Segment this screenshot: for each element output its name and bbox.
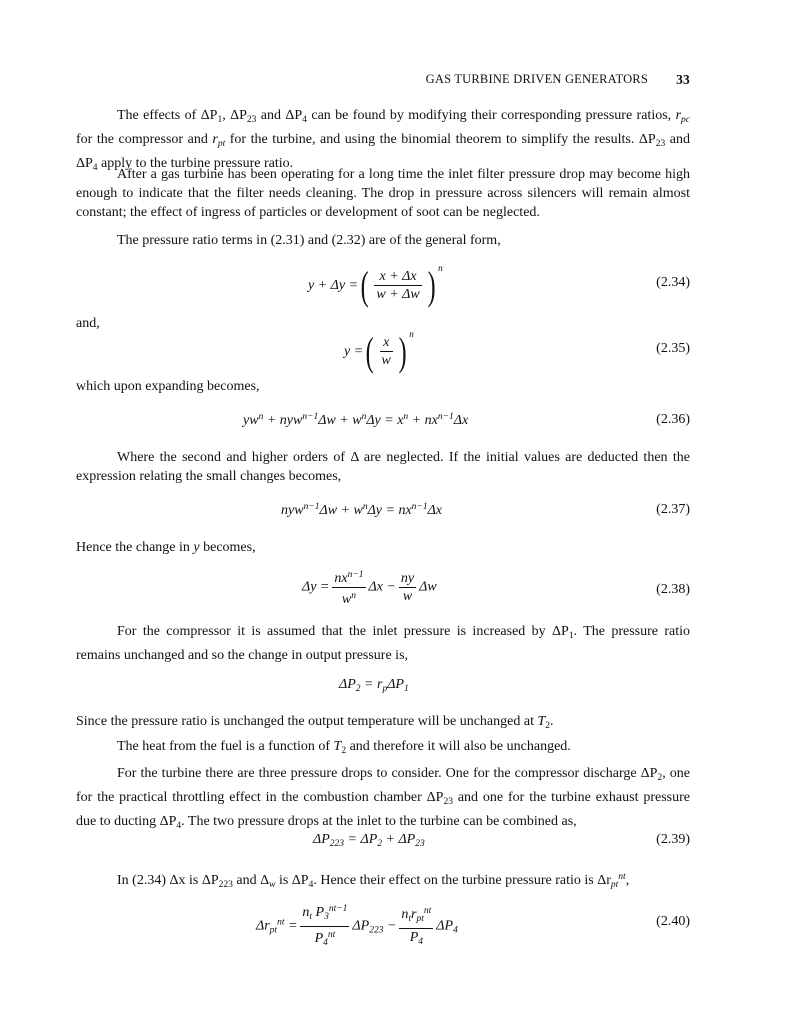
paragraph-temperature: Since the pressure ratio is unchanged the output temperature will be unchanged at $T_2$. [76, 714, 554, 731]
equation-number: (2.37) [656, 502, 690, 517]
equation-body: $\Delta r_{pt}^{nt}$ = $\frac{n_t P_3^{nt-1}}{P_4^{nt}}$ $\Delta P_{223}$ − $\frac{n_tr_{pt}^{nt}}{P_4}$ $\Delta P_4$ [256, 904, 458, 948]
equation-body: y + Δy =( $\frac{x + \Delta x}{w + \Delta w}$ ) $^n$ [308, 262, 443, 308]
paragraph-change-in-y: Hence the change in y becomes, [76, 540, 256, 555]
paragraph-general-form: The pressure ratio terms in (2.31) and (2.32) are of the general form, [117, 233, 501, 248]
equation-body: $nyw^{n-1}\Delta w + w^n\Delta y = nx^{n-1}\Delta x$ [281, 502, 443, 518]
equation-body: $\Delta P_2 = r_p\Delta P_1$ [339, 677, 409, 694]
page-header [76, 72, 690, 90]
paragraph-effects: The effects of $\Delta P_1$, $\Delta P_{23}$ and $\Delta P_4$ can be found by modifying their corresponding pressure ratios, $r_{pc}$ for the compressor and $r_{pt}$ for the turbine, and using the binomial theorem to simplify the results. $\Delta P_{23}$ and $\Delta P_4$ apply to the turbine pressure ratio. [76, 108, 690, 173]
equation-2-36 [76, 412, 690, 434]
text-and: and, [76, 316, 100, 331]
equation-number: (2.38) [656, 582, 690, 597]
paragraph-heat: The heat from the fuel is a function of $T_2$ and therefore it will also be unchanged. [117, 739, 571, 756]
equation-delta-p2 [76, 677, 690, 699]
equation-2-35 [76, 328, 690, 374]
equation-body: $\Delta P_{223} = \Delta P_2 + \Delta P_{23}$ [313, 832, 425, 849]
equation-2-38 [76, 568, 690, 608]
running-title: GAS TURBINE DRIVEN GENERATORS [425, 72, 648, 86]
equation-2-34 [76, 262, 690, 308]
page-number: 33 [676, 72, 690, 87]
equation-2-37 [76, 502, 690, 524]
paragraph-neglected: Where the second and higher orders of Δ are neglected. If the initial values are deducted then the expression relating the small changes becomes, [76, 450, 690, 484]
equation-body: y =( $\frac{x}{w}$ ) $^n$ [344, 328, 414, 374]
paragraph-compressor: For the compressor it is assumed that the inlet pressure is increased by $\Delta P_1$. The pressure ratio remains unchanged and so the change in output pressure is, [76, 624, 690, 663]
equation-number: (2.34) [656, 275, 690, 290]
equation-number: (2.36) [656, 412, 690, 427]
equation-2-39 [76, 832, 690, 854]
equation-body: $yw^n + nyw^{n-1}\Delta w + w^n\Delta y = x^n + nx^{n-1}\Delta x$ [243, 412, 469, 428]
equation-number: (2.35) [656, 341, 690, 356]
paragraph-turbine: For the turbine there are three pressure drops to consider. One for the compressor discharge $\Delta P_2$, one for the practical throttling effect in the combustion chamber $\Delta P_{23}$ and one for the turbine exhaust pressure due to ducting $\Delta P_4$. The two pressure drops at the inlet to the turbine can be combined as, [76, 766, 690, 831]
equation-number: (2.39) [656, 832, 690, 847]
paragraph-pressure-ratio-effect: In (2.34) Δx is $\Delta P_{223}$ and $\Delta_w$ is $\Delta P_4$. Hence their effect on the turbine pressure ratio is $\Delta r_{pt}^{nt}$, [117, 872, 630, 890]
text-expanding: which upon expanding becomes, [76, 379, 260, 394]
equation-2-40 [76, 902, 690, 946]
equation-number: (2.40) [656, 914, 690, 929]
equation-body: Δy = $\frac{nx^{n-1}}{w^n}$ Δx − $\frac{ny}{w}$ Δw [302, 570, 437, 607]
paragraph-filter: After a gas turbine has been operating for a long time the inlet filter pressure drop may become high enough to indicate that the filter needs cleaning. The drop in pressure across silencers will remain almost constant; the effect of ingress of particles or development of soot can be neglected. [76, 167, 690, 220]
